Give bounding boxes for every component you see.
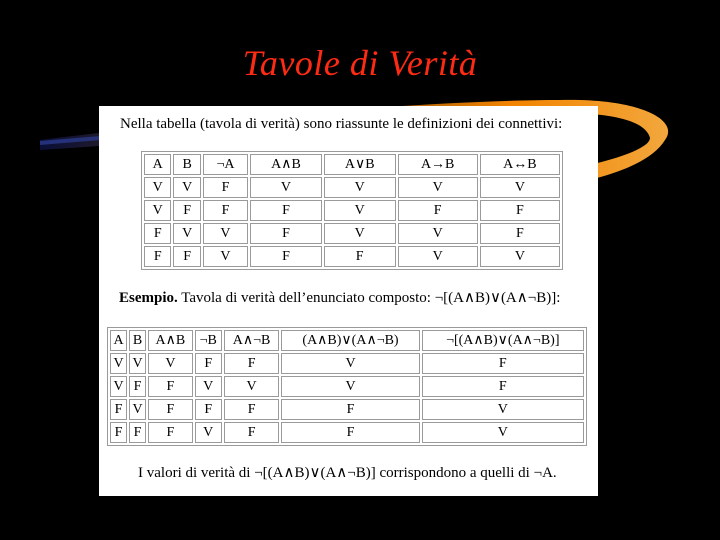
table-cell: V bbox=[148, 353, 193, 374]
table-cell: F bbox=[398, 200, 478, 221]
table-cell: V bbox=[422, 399, 584, 420]
header-cell: ¬A bbox=[203, 154, 248, 175]
table-cell: F bbox=[148, 376, 193, 397]
table-cell: F bbox=[129, 422, 146, 443]
example-label: Esempio. bbox=[119, 290, 178, 306]
table-cell: F bbox=[173, 200, 200, 221]
table-row bbox=[144, 223, 560, 244]
table-cell: V bbox=[203, 246, 248, 267]
table-cell: F bbox=[281, 422, 419, 443]
table-row bbox=[110, 399, 584, 420]
table-cell: V bbox=[398, 177, 478, 198]
table-cell: F bbox=[224, 422, 280, 443]
table-cell: F bbox=[422, 376, 584, 397]
table-cell: V bbox=[398, 223, 478, 244]
header-cell: A∧B bbox=[250, 154, 322, 175]
table-cell: V bbox=[110, 376, 127, 397]
table-cell: F bbox=[110, 399, 127, 420]
table-cell: V bbox=[173, 177, 200, 198]
header-cell: A bbox=[144, 154, 171, 175]
table-cell: V bbox=[144, 200, 171, 221]
table-cell: V bbox=[281, 353, 419, 374]
table-row bbox=[110, 376, 584, 397]
table-cell: V bbox=[281, 376, 419, 397]
header-cell: A bbox=[110, 330, 127, 351]
table-row bbox=[144, 246, 560, 267]
content-panel bbox=[99, 106, 598, 496]
table-header-row bbox=[144, 154, 560, 175]
table-cell: F bbox=[148, 399, 193, 420]
table-cell: V bbox=[129, 353, 146, 374]
table-cell: F bbox=[173, 246, 200, 267]
table-cell: F bbox=[480, 200, 560, 221]
table-cell: V bbox=[195, 376, 222, 397]
slide-title: Tavole di Verità bbox=[242, 43, 478, 83]
table-cell: V bbox=[324, 223, 396, 244]
table-cell: F bbox=[250, 246, 322, 267]
table-cell: F bbox=[148, 422, 193, 443]
table-cell: F bbox=[324, 246, 396, 267]
table-cell: F bbox=[195, 353, 222, 374]
table-row bbox=[144, 177, 560, 198]
header-cell: (A∧B)∨(A∧¬B) bbox=[281, 330, 419, 351]
table-row bbox=[110, 422, 584, 443]
table-cell: V bbox=[422, 422, 584, 443]
table-cell: F bbox=[203, 177, 248, 198]
table-cell: F bbox=[281, 399, 419, 420]
intro-text: Nella tabella (tavola di verità) sono riassunte le definizioni dei connettivi: bbox=[120, 116, 563, 132]
table-row bbox=[144, 200, 560, 221]
header-cell: A∧B bbox=[148, 330, 193, 351]
header-cell: A↔B bbox=[480, 154, 560, 175]
header-cell: B bbox=[173, 154, 200, 175]
conclusion-text: I valori di verità di ¬[(A∧B)∨(A∧¬B)] corrispondono a quelli di ¬A. bbox=[138, 465, 557, 481]
table-cell: F bbox=[144, 223, 171, 244]
table-cell: V bbox=[173, 223, 200, 244]
header-cell: A∧¬B bbox=[224, 330, 280, 351]
table-cell: F bbox=[480, 223, 560, 244]
table-cell: F bbox=[195, 399, 222, 420]
table-cell: F bbox=[422, 353, 584, 374]
header-cell: A→B bbox=[398, 154, 478, 175]
header-cell: B bbox=[129, 330, 146, 351]
table-cell: F bbox=[224, 353, 280, 374]
table-cell: F bbox=[110, 422, 127, 443]
table-cell: V bbox=[324, 200, 396, 221]
table-row bbox=[110, 353, 584, 374]
table-cell: V bbox=[224, 376, 280, 397]
table-header-row bbox=[110, 330, 584, 351]
table-cell: F bbox=[129, 376, 146, 397]
header-cell: ¬[(A∧B)∨(A∧¬B)] bbox=[422, 330, 584, 351]
example-description: Tavola di verità dell’enunciato composto: ¬[(A∧B)∨(A∧¬B)]: bbox=[177, 290, 561, 306]
table-cell: V bbox=[110, 353, 127, 374]
table-cell: V bbox=[398, 246, 478, 267]
connectives-truth-table bbox=[141, 151, 563, 270]
table-cell: F bbox=[224, 399, 280, 420]
table-cell: V bbox=[195, 422, 222, 443]
table-cell: V bbox=[480, 246, 560, 267]
table-cell: V bbox=[480, 177, 560, 198]
table-cell: V bbox=[203, 223, 248, 244]
table-cell: V bbox=[324, 177, 396, 198]
table-cell: F bbox=[203, 200, 248, 221]
table-cell: F bbox=[144, 246, 171, 267]
table-cell: F bbox=[250, 223, 322, 244]
table-cell: V bbox=[144, 177, 171, 198]
table-cell: V bbox=[250, 177, 322, 198]
example-text bbox=[119, 289, 560, 307]
compound-truth-table bbox=[107, 327, 587, 446]
table-cell: F bbox=[250, 200, 322, 221]
header-cell: A∨B bbox=[324, 154, 396, 175]
header-cell: ¬B bbox=[195, 330, 222, 351]
table-cell: V bbox=[129, 399, 146, 420]
